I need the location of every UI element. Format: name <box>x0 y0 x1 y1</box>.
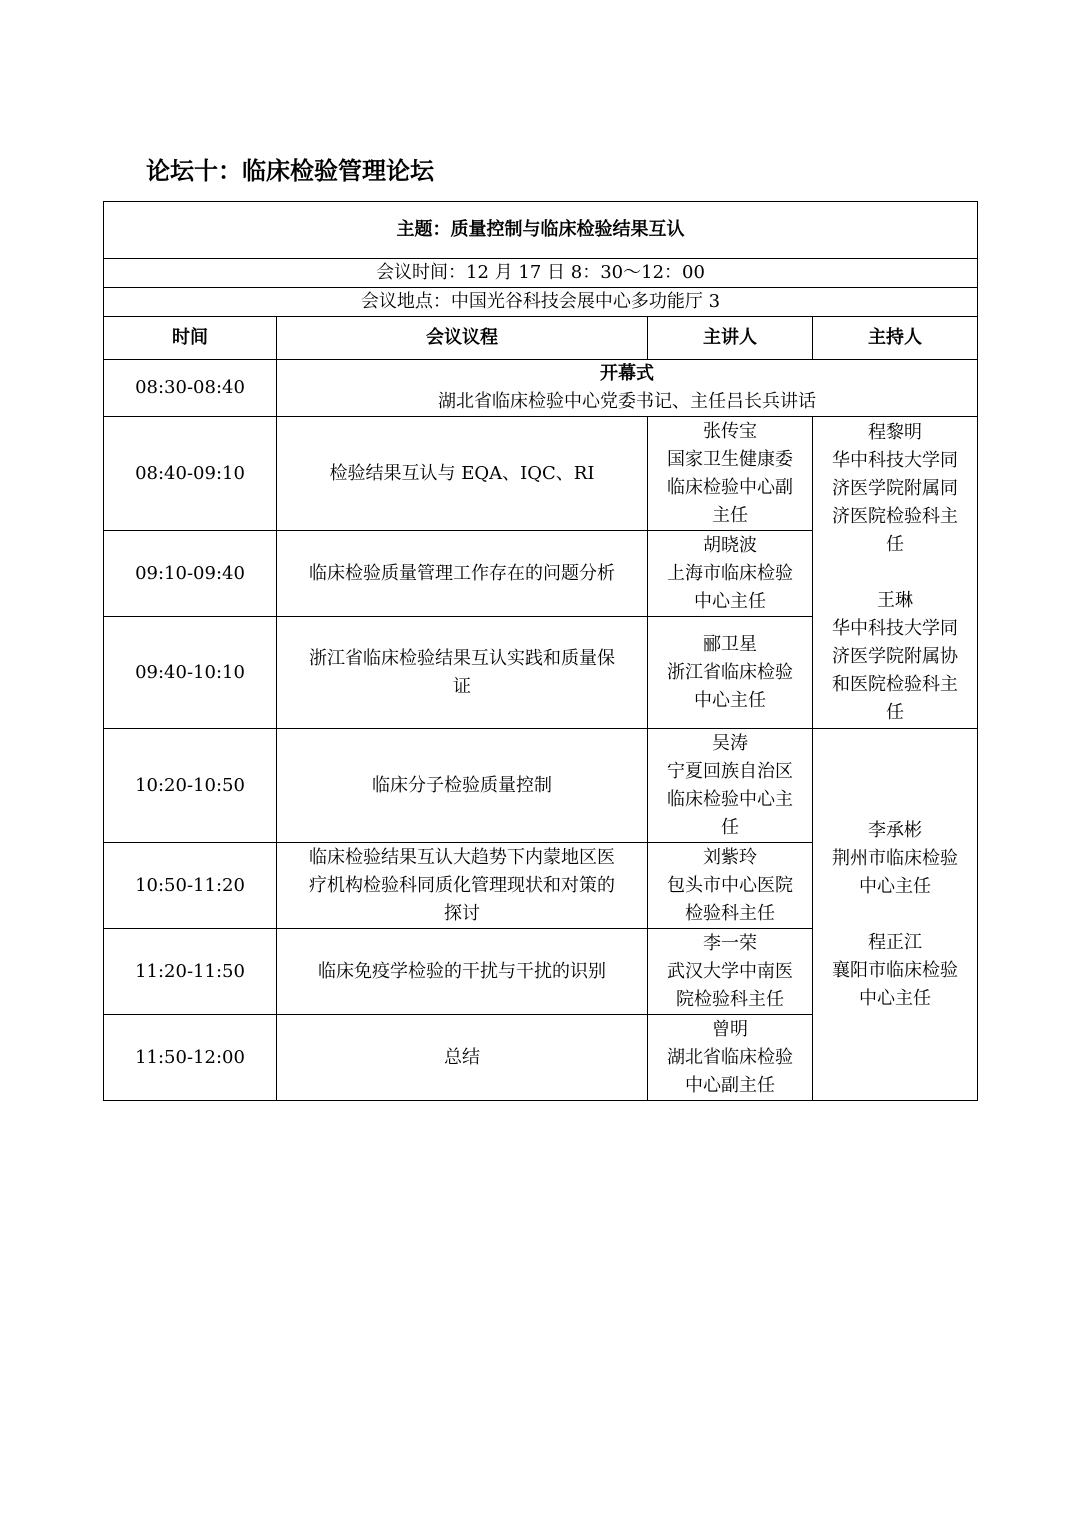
host-title: 任 <box>886 533 904 555</box>
session-topic: 临床检验质量管理工作存在的问题分析 <box>277 531 648 617</box>
speaker-name: 胡晓波 <box>703 534 757 556</box>
host-title: 华中科技大学同 <box>832 449 958 471</box>
speaker-title: 检验科主任 <box>685 902 775 924</box>
session-speaker <box>648 417 813 531</box>
speaker-title: 湖北省临床检验 <box>667 1046 793 1068</box>
topic-line: 探讨 <box>444 902 480 924</box>
meeting-place: 会议地点：中国光谷科技会展中心多功能厅 3 <box>104 288 978 317</box>
opening-description: 湖北省临床检验中心党委书记、主任吕长兵讲话 <box>438 391 816 412</box>
speaker-title: 临床检验中心副 <box>667 476 793 498</box>
speaker-title: 院检验科主任 <box>676 988 784 1010</box>
speaker-title: 国家卫生健康委 <box>667 448 793 470</box>
session-topic <box>277 360 978 417</box>
session-topic <box>277 617 648 729</box>
session-time: 08:30-08:40 <box>104 360 277 417</box>
session-time: 11:20-11:50 <box>104 929 277 1015</box>
host-name: 李承彬 <box>868 819 922 841</box>
topic-line: 临床检验结果互认大趋势下内蒙地区医 <box>309 846 615 868</box>
speaker-title: 宁夏回族自治区 <box>667 760 793 782</box>
speaker-title: 任 <box>721 816 739 838</box>
header-agenda: 会议议程 <box>277 317 648 360</box>
session-time: 11:50-12:00 <box>104 1015 277 1101</box>
host-title: 济医院检验科主 <box>832 505 958 527</box>
meeting-time-row <box>104 259 978 288</box>
meeting-time: 会议时间：12 月 17 日 8：30～12：00 <box>104 259 978 288</box>
speaker-name: 吴涛 <box>712 732 748 754</box>
host-name: 程正江 <box>868 931 922 953</box>
session-time: 09:10-09:40 <box>104 531 277 617</box>
session-speaker <box>648 531 813 617</box>
header-time: 时间 <box>104 317 277 360</box>
session-time: 09:40-10:10 <box>104 617 277 729</box>
speaker-title: 中心主任 <box>694 590 766 612</box>
host-title: 济医学院附属协 <box>832 645 958 667</box>
header-host: 主持人 <box>813 317 978 360</box>
host-spacer <box>817 901 973 929</box>
host-title: 和医院检验科主 <box>832 673 958 695</box>
table-row <box>104 360 978 417</box>
session-speaker <box>648 843 813 929</box>
host-cell-group-1 <box>813 417 978 729</box>
speaker-name: 李一荣 <box>703 932 757 954</box>
speaker-title: 上海市临床检验 <box>667 562 793 584</box>
forum-title: 论坛十：临床检验管理论坛 <box>146 157 434 185</box>
speaker-title: 临床检验中心主 <box>667 788 793 810</box>
session-topic: 临床分子检验质量控制 <box>277 729 648 843</box>
host-title: 荆州市临床检验 <box>832 847 958 869</box>
session-topic: 临床免疫学检验的干扰与干扰的识别 <box>277 929 648 1015</box>
speaker-title: 武汉大学中南医 <box>667 960 793 982</box>
host-title: 襄阳市临床检验 <box>832 959 958 981</box>
host-spacer <box>817 559 973 587</box>
speaker-title: 包头市中心医院 <box>667 874 793 896</box>
topic-line: 疗机构检验科同质化管理现状和对策的 <box>309 874 615 896</box>
host-title: 济医学院附属同 <box>832 477 958 499</box>
header-speaker: 主讲人 <box>648 317 813 360</box>
session-time: 10:50-11:20 <box>104 843 277 929</box>
session-topic: 总结 <box>277 1015 648 1101</box>
meeting-place-row <box>104 288 978 317</box>
session-speaker <box>648 929 813 1015</box>
speaker-title: 主任 <box>712 504 748 526</box>
table-row <box>104 729 978 843</box>
agenda-table <box>103 201 978 1101</box>
speaker-title: 中心主任 <box>694 689 766 711</box>
host-title: 中心主任 <box>859 875 931 897</box>
session-speaker <box>648 617 813 729</box>
speaker-name: 张传宝 <box>703 420 757 442</box>
table-row <box>104 417 978 531</box>
session-speaker <box>648 1015 813 1101</box>
topic-line: 证 <box>453 675 471 697</box>
session-speaker <box>648 729 813 843</box>
header-row <box>104 317 978 360</box>
session-topic: 检验结果互认与 EQA、IQC、RI <box>277 417 648 531</box>
theme-row <box>104 202 978 259</box>
session-topic <box>277 843 648 929</box>
host-cell-group-2 <box>813 729 978 1101</box>
host-title: 中心主任 <box>859 987 931 1009</box>
theme-title: 主题：质量控制与临床检验结果互认 <box>104 202 978 259</box>
host-title: 任 <box>886 701 904 723</box>
host-name: 程黎明 <box>868 421 922 443</box>
speaker-name: 郦卫星 <box>703 633 757 655</box>
session-time: 08:40-09:10 <box>104 417 277 531</box>
speaker-title: 浙江省临床检验 <box>667 661 793 683</box>
speaker-name: 曾明 <box>712 1018 748 1040</box>
topic-line: 浙江省临床检验结果互认实践和质量保 <box>309 647 615 669</box>
speaker-name: 刘紫玲 <box>703 846 757 868</box>
opening-title: 开幕式 <box>600 363 654 384</box>
speaker-title: 中心副主任 <box>685 1074 775 1096</box>
host-name: 王琳 <box>877 589 913 611</box>
host-title: 华中科技大学同 <box>832 617 958 639</box>
session-time: 10:20-10:50 <box>104 729 277 843</box>
